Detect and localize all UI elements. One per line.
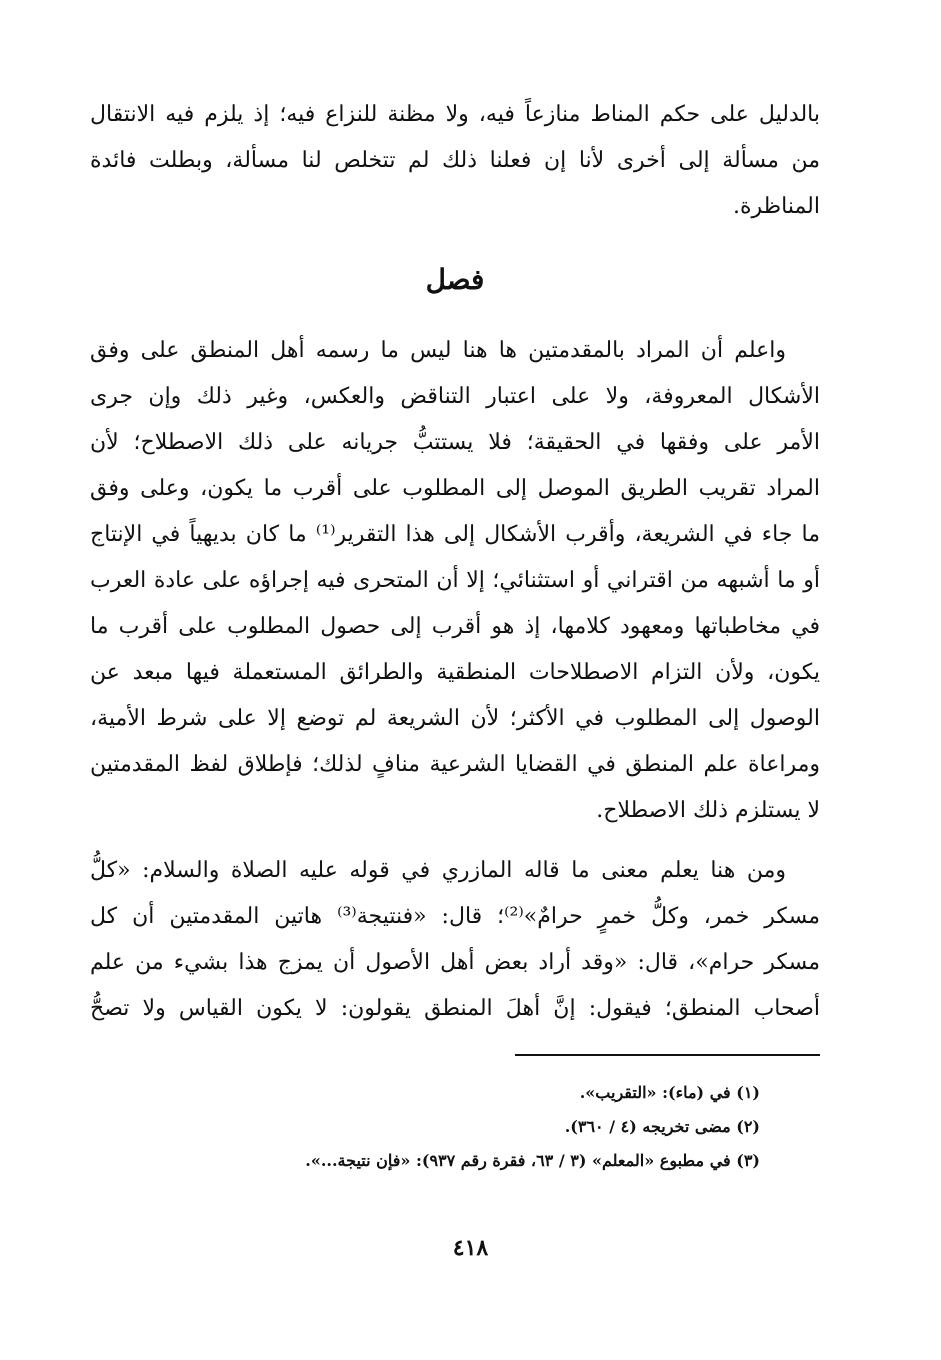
text-line: الأشكال المعروفة، ولا على اعتبار التناقض والعكس، وغير ذلك وإن جرى (90, 384, 820, 409)
footnote-3: (٣) في مطبوع «المعلم» (٣ / ٦٣، فقرة رقم ٩٣٧): «فإن نتيجة...». (305, 1151, 760, 1170)
text-line: أو ما أشبهه من اقتراني أو استثنائي؛ إلا أن المتحرى فيه إجراؤه على عادة العرب (90, 568, 820, 593)
text-line: لا يستلزم ذلك الاصطلاح. (596, 798, 820, 823)
paragraph-main (90, 328, 820, 834)
text-line: الأمر على وفقها في الحقيقة؛ فلا يستتبُّ جريانه على ذلك الاصطلاح؛ لأن (90, 430, 820, 455)
text-line: الوصول إلى المطلوب في الأكثر؛ لأن الشريعة لم توضع إلا على شرط الأمية، (90, 706, 820, 731)
text-line: المراد تقريب الطريق الموصل إلى المطلوب على أقرب ما يكون، وعلى وفق (90, 476, 820, 501)
page-body (90, 92, 820, 1032)
paragraph-gap (90, 834, 820, 848)
text-line: يكون، ولأن التزام الاصطلاحات المنطقية والطرائق المستعملة فيها مبعد عن (90, 660, 820, 685)
text-line: أصحاب المنطق؛ فيقول: إنَّ أهلَ المنطق يقولون: لا يكون القياس ولا تصحُّ (90, 996, 820, 1021)
footnote-1: (١) في (ماء): «التقريب». (579, 1083, 760, 1102)
text-line: مسكر خمر، وكلُّ خمرٍ حرامٌ»⁽²⁾؛ قال: «فنتيجة⁽³⁾ هاتين المقدمتين أن كل (90, 904, 820, 929)
paragraph-last (90, 848, 820, 1032)
text-line: واعلم أن المراد بالمقدمتين ها هنا ليس ما رسمه أهل المنطق على وفق (90, 338, 786, 363)
text-line: مسكر حرام»، قال: «وقد أراد بعض أهل الأصول أن يمزج هذا بشيء من علم (90, 950, 820, 975)
text-line: من مسألة إلى أخرى لأنا إن فعلنا ذلك لم تتخلص لنا مسألة، وبطلت فائدة (90, 148, 820, 173)
text-line: ومراعاة علم المنطق في القضايا الشرعية منافٍ لذلك؛ فإطلاق لفظ المقدمتين (90, 752, 820, 777)
footnote-2: (٢) مضى تخريجه (٤ / ٣٦٠). (564, 1117, 760, 1136)
section-heading: فصل (425, 263, 485, 296)
footnotes (160, 1076, 760, 1178)
text-line: ما جاء في الشريعة، وأقرب الأشكال إلى هذا التقرير⁽¹⁾ ما كان بديهياً في الإنتاج (90, 522, 820, 547)
page-number: ٤١٨ (452, 1235, 489, 1261)
footnote-separator (515, 1054, 820, 1056)
paragraph-intro (90, 92, 820, 230)
text-line: بالدليل على حكم المناط منازعاً فيه، ولا مظنة للنزاع فيه؛ إذ يلزم فيه الانتقال (90, 102, 820, 127)
text-line: ومن هنا يعلم معنى ما قاله المازري في قوله عليه الصلاة والسلام: «كلُّ (90, 858, 786, 883)
text-line: المناظرة. (732, 194, 820, 219)
text-line: في مخاطباتها ومعهود كلامها، إذ هو أقرب إلى حصول المطلوب على أقرب ما (90, 614, 820, 639)
